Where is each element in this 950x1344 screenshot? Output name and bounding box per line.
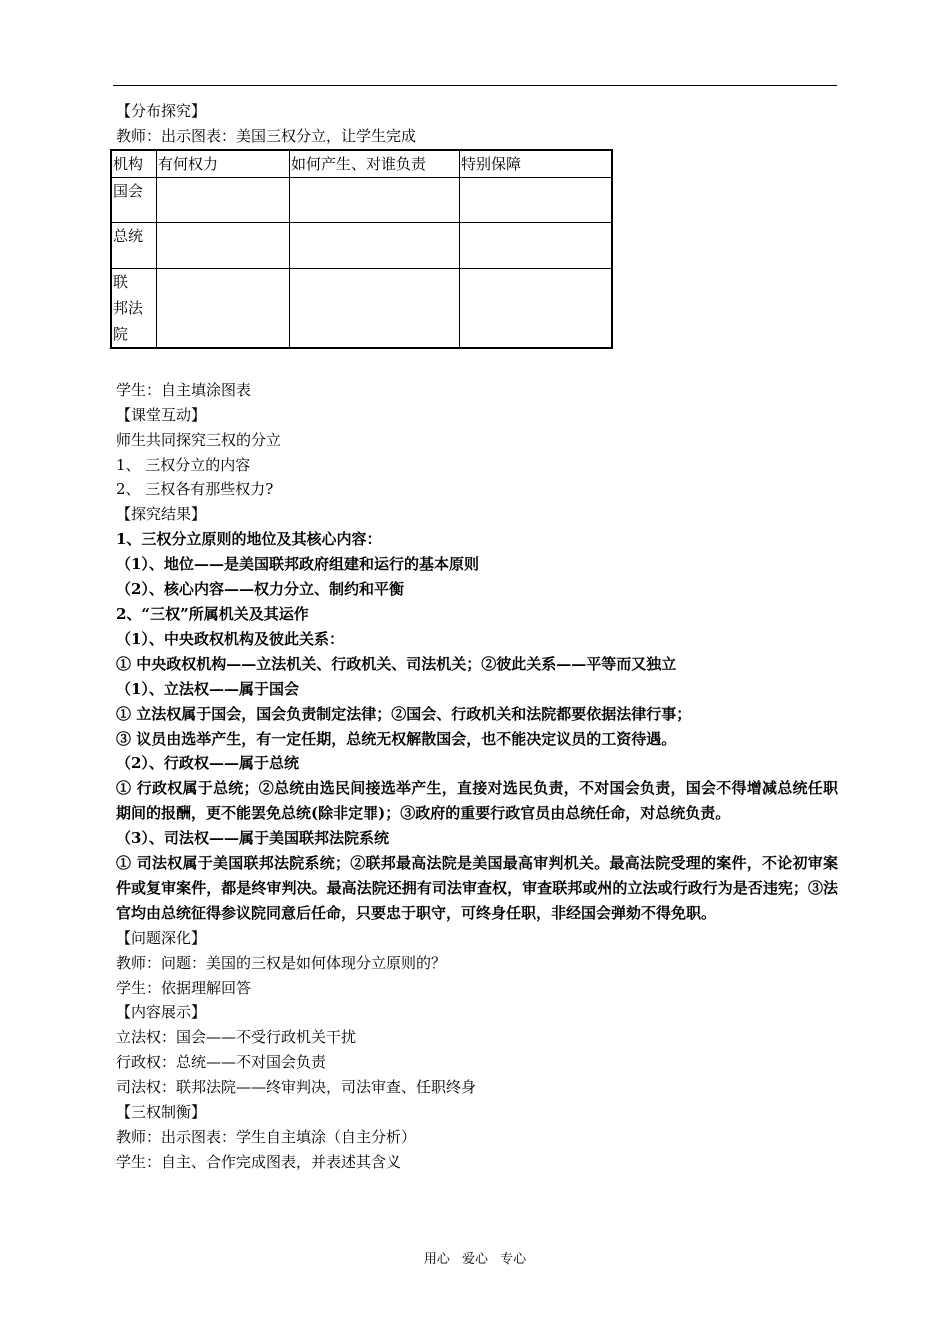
table-row (111, 268, 612, 348)
table-cell (290, 268, 460, 348)
table-row (111, 222, 612, 268)
deepen-line: 教师：问题：美国的三权是如何体现分立原则的？ (116, 953, 447, 972)
table-header-cell: 机构 (111, 150, 157, 178)
interaction-line: 2、 三权各有那些权力? (116, 480, 274, 499)
result-line: ① 立法权属于国会，国会负责制定法律；②国会、行政机关和法院都要依据法律行事； (116, 704, 692, 723)
result-line: （1）、地位——是美国联邦政府组建和运行的基本原则 (116, 555, 479, 574)
table-row (111, 177, 612, 222)
result-line: （1）、立法权——属于国会 (116, 679, 299, 698)
judicial-power-paragraph: ① 司法权属于美国联邦法院系统；②联邦最高法院是美国最高审判机关。最高法院受理的案件，不论初审案件或复审案件，都是终审判决。最高法院还拥有司法审查权，审查联邦或州的立法或行政行为是否违宪；③法官均由总统征得参议院同意后任命，只要忠于职守，可终身任职，非经国会弹劾不得免职。 (116, 854, 838, 922)
table-cell (290, 177, 460, 222)
table-row-label: 联 邦法院 (111, 268, 157, 348)
student-instruction: 学生：自主填涂图表 (116, 380, 252, 399)
result-line: 2、“三权”所属机关及其运作 (116, 604, 309, 623)
table-header-row (111, 150, 612, 178)
result-line: ① 中央政权机构——立法机关、行政机关、司法机关；②彼此关系——平等而又独立 (116, 654, 677, 673)
table-header-cell: 有何权力 (157, 150, 290, 178)
table-cell (290, 222, 460, 268)
section-heading-display: 【内容展示】 (116, 1003, 207, 1022)
section-heading-result: 【探究结果】 (116, 505, 207, 524)
display-line: 司法权：联邦法院——终审判决，司法审查、任职终身 (116, 1078, 477, 1097)
section-heading-distribution: 【分布探究】 (116, 102, 207, 120)
result-line: （2）、行政权——属于总统 (116, 754, 299, 773)
page-footer: 用心 爱心 专心 (423, 1252, 527, 1267)
table-cell (157, 222, 290, 268)
result-line: ③ 议员由选举产生，有一定任期，总统无权解散国会，也不能决定议员的工资待遇。 (116, 729, 677, 748)
table-cell (460, 268, 613, 348)
result-line: （1）、中央政权机构及彼此关系： (116, 629, 344, 648)
display-line: 立法权：国会——不受行政机关干扰 (116, 1028, 357, 1047)
document-body (113, 99, 838, 1175)
executive-power-paragraph: ① 行政权属于总统；②总统由选民间接选举产生，直接对选民负责，不对国会负责，国会不得增减总统任职期间的报酬，更不能罢免总统(除非定罪)；③政府的重要行政官员由总统任命，对总统负责。 (116, 779, 838, 823)
table-cell (460, 222, 613, 268)
separation-of-powers-table (110, 149, 613, 349)
table-header-cell: 特别保障 (460, 150, 613, 178)
section-heading-deepen: 【问题深化】 (116, 928, 207, 947)
checks-line: 教师：出示图表：学生自主填涂（自主分析） (116, 1128, 417, 1146)
table-cell (157, 268, 290, 348)
table-cell (157, 177, 290, 222)
interaction-line: 1、 三权分立的内容 (116, 455, 251, 474)
result-line: 1、三权分立原则的地位及其核心内容： (116, 530, 382, 549)
section-heading-interaction: 【课堂互动】 (116, 405, 207, 424)
table-row-label: 国会 (111, 177, 157, 222)
result-line: （2）、核心内容——权力分立、制约和平衡 (116, 580, 404, 599)
table-header-cell: 如何产生、对谁负责 (290, 150, 460, 178)
judicial-heading: （3）、司法权——属于美国联邦法院系统 (116, 829, 389, 848)
table-row-label: 总统 (111, 222, 157, 268)
interaction-line: 师生共同探究三权的分立 (116, 430, 282, 449)
section-heading-checks: 【三权制衡】 (116, 1103, 207, 1122)
header-rule (113, 85, 837, 86)
deepen-line: 学生：依据理解回答 (116, 978, 252, 997)
checks-line: 学生：自主、合作完成图表，并表述其含义 (116, 1152, 402, 1171)
teacher-instruction: 教师：出示图表：美国三权分立，让学生完成 (116, 126, 417, 145)
display-line: 行政权：总统——不对国会负责 (116, 1053, 327, 1072)
table-cell (460, 177, 613, 222)
